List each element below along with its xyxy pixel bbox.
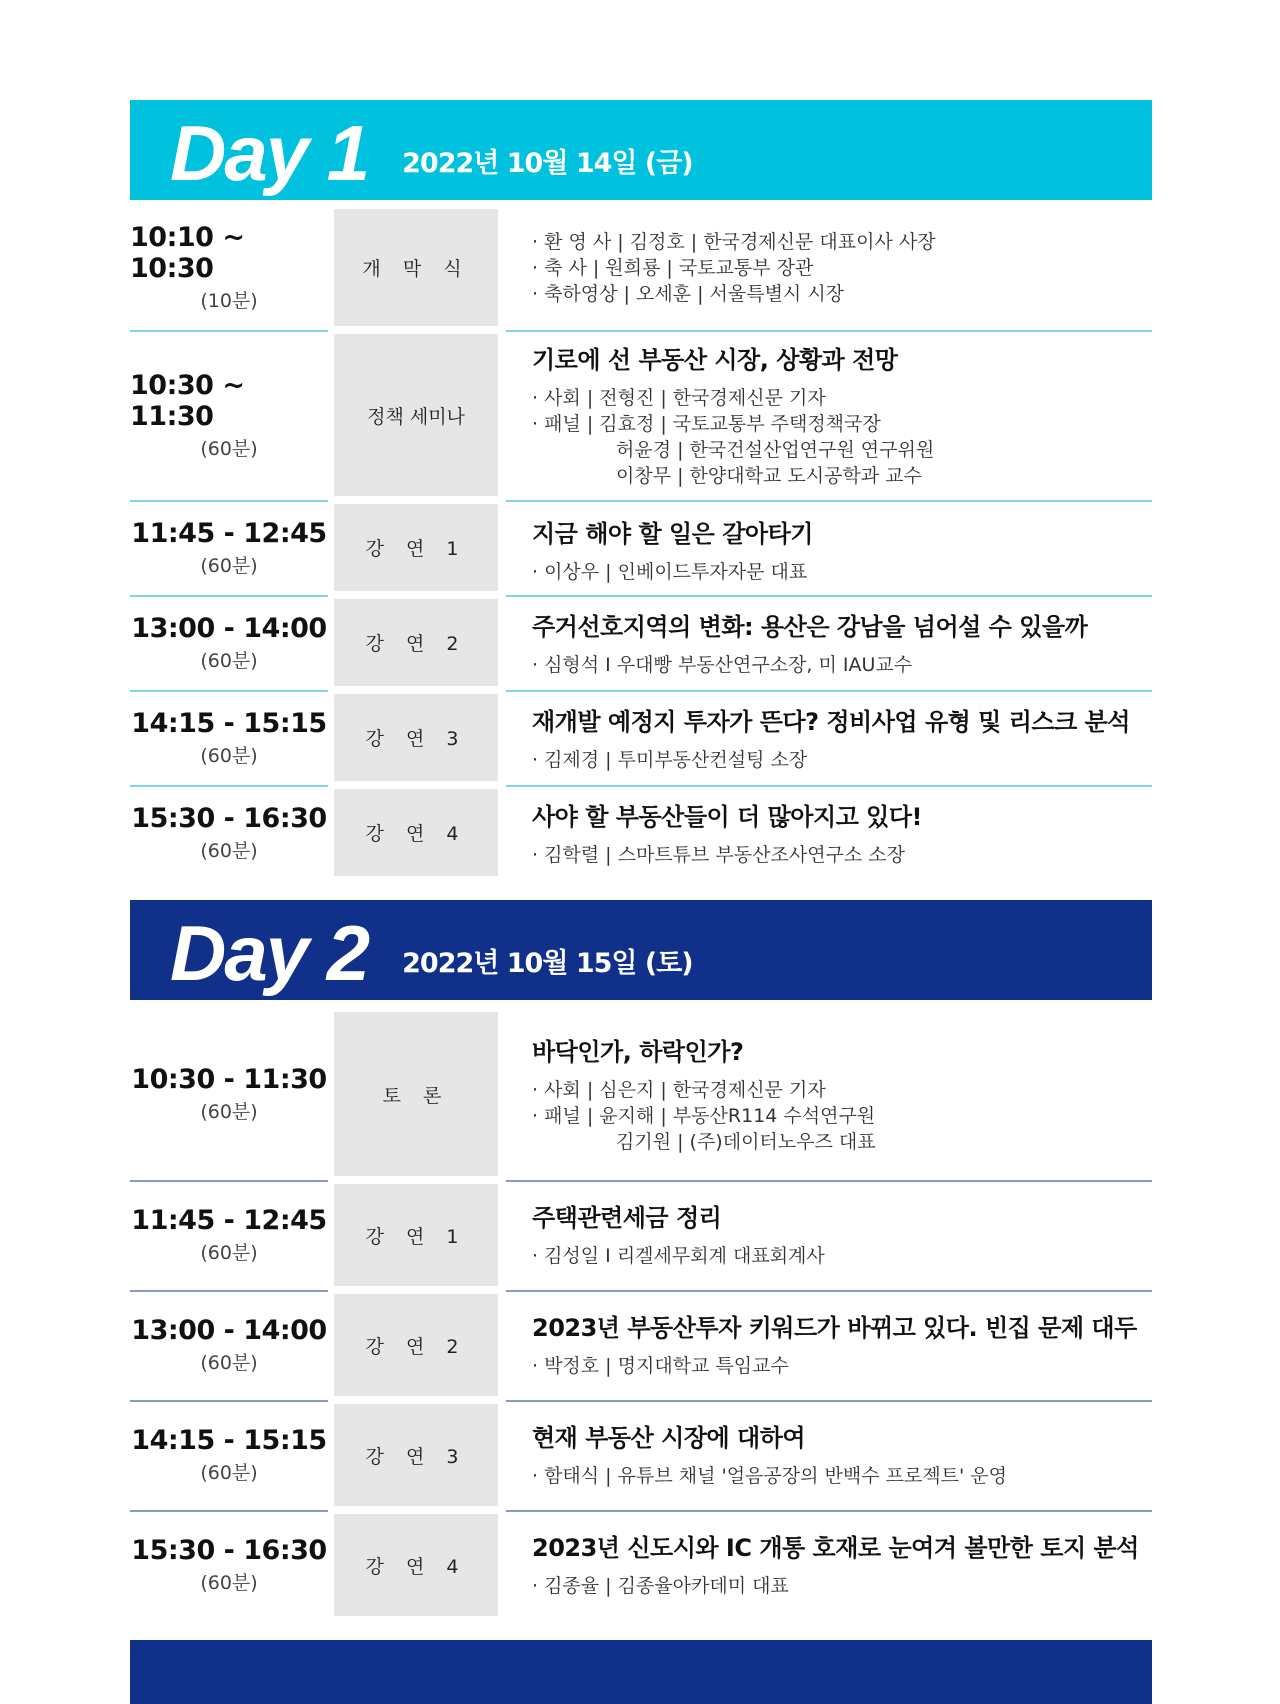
session-type: 강 연 4 xyxy=(334,1514,498,1616)
day1-row-3 xyxy=(130,500,1152,595)
day1-date: 2022년 10월 14일 (금) xyxy=(402,148,693,179)
speaker-line: · 사회 | 전형진 | 한국경제신문 기자 xyxy=(532,387,826,409)
day2-row-5 xyxy=(130,1510,1152,1620)
time-range: 13:00 - 14:00 xyxy=(131,612,327,644)
time-range: 10:30 - 11:30 xyxy=(131,1064,327,1095)
session-title: 재개발 예정지 투자가 뜬다? 정비사업 유형 및 리스크 분석 xyxy=(532,708,1130,736)
speaker-line: · 이상우 | 인베이드투자자문 대표 xyxy=(532,561,808,583)
session-title: 주거선호지역의 변화: 용산은 강남을 넘어설 수 있을까 xyxy=(532,613,1088,641)
speaker-line: 이창무 | 한양대학교 도시공학과 교수 xyxy=(616,465,922,487)
duration: (60분) xyxy=(200,1101,258,1123)
speaker-line: · 박정호 | 명지대학교 특임교수 xyxy=(532,1355,789,1377)
session-content xyxy=(506,205,1152,330)
speaker-line: · 함태식 | 유튜브 채널 '얼음공장의 반백수 프로젝트' 운영 xyxy=(532,1465,1007,1487)
day1-row-6 xyxy=(130,785,1152,880)
session-content xyxy=(506,785,1152,880)
session-content xyxy=(506,1180,1152,1290)
session-title: 사야 할 부동산들이 더 많아지고 있다! xyxy=(532,803,922,831)
session-content xyxy=(506,500,1152,595)
duration: (60분) xyxy=(200,649,258,672)
time-range: 15:30 - 16:30 xyxy=(131,1535,327,1566)
session-content xyxy=(506,595,1152,690)
session-title: 현재 부동산 시장에 대하여 xyxy=(532,1424,806,1452)
time-range: 10:30 ~ 11:30 xyxy=(130,369,245,432)
time-slot xyxy=(130,205,328,330)
speaker-line: · 김학렬 | 스마트튜브 부동산조사연구소 소장 xyxy=(532,844,906,866)
session-content xyxy=(506,690,1152,785)
speaker-line: · 김성일 I 리겔세무회계 대표회계사 xyxy=(532,1245,825,1267)
session-title: 2023년 부동산투자 키워드가 바뀌고 있다. 빈집 문제 대두 xyxy=(532,1314,1137,1342)
session-type: 정책 세미나 xyxy=(334,334,498,496)
day2-row-2 xyxy=(130,1180,1152,1290)
time-slot xyxy=(130,595,328,690)
duration: (60분) xyxy=(200,744,258,767)
speaker-line: · 김종율 | 김종율아카데미 대표 xyxy=(532,1575,789,1597)
time-slot xyxy=(130,785,328,880)
day2-row-3 xyxy=(130,1290,1152,1400)
duration: (60분) xyxy=(200,1572,258,1594)
session-content xyxy=(506,1510,1152,1620)
speaker-line: · 패널 | 김효정 | 국토교통부 주택정책국장 xyxy=(532,413,881,435)
speaker-line: · 심형석 I 우대빵 부동산연구소장, 미 IAU교수 xyxy=(532,654,913,676)
time-range: 15:30 - 16:30 xyxy=(131,802,327,834)
time-range: 13:00 - 14:00 xyxy=(131,1315,327,1346)
day1-header xyxy=(130,100,1152,200)
speaker-line: · 축 사 | 원희룡 | 국토교통부 장관 xyxy=(532,256,814,279)
duration: (60분) xyxy=(200,1242,258,1264)
time-range: 11:45 - 12:45 xyxy=(131,517,327,549)
time-slot xyxy=(130,1008,328,1180)
session-type: 강 연 1 xyxy=(334,1184,498,1286)
day1-row-2 xyxy=(130,330,1152,500)
session-content xyxy=(506,1008,1152,1180)
speaker-line: 김기원 | (주)데이터노우즈 대표 xyxy=(616,1131,876,1153)
time-slot xyxy=(130,500,328,595)
duration: (60분) xyxy=(200,1462,258,1484)
time-slot xyxy=(130,1510,328,1620)
session-title: 지금 해야 할 일은 갈아타기 xyxy=(532,520,813,548)
day1-row-5 xyxy=(130,690,1152,785)
day1-row-1 xyxy=(130,205,1152,330)
session-type: 강 연 2 xyxy=(334,1294,498,1396)
time-range: 14:15 - 15:15 xyxy=(131,707,327,739)
speaker-line: · 사회 | 심은지 | 한국경제신문 기자 xyxy=(532,1079,826,1101)
session-type: 강 연 3 xyxy=(334,694,498,781)
session-title: 바닥인가, 하락인가? xyxy=(532,1038,744,1066)
day1-row-4 xyxy=(130,595,1152,690)
time-range: 11:45 - 12:45 xyxy=(131,1205,327,1236)
speaker-line: 허윤경 | 한국건설산업연구원 연구위원 xyxy=(616,439,935,461)
duration: (60분) xyxy=(200,1352,258,1374)
session-content xyxy=(506,1290,1152,1400)
duration: (10분) xyxy=(200,290,258,312)
session-type: 강 연 1 xyxy=(334,504,498,591)
duration: (60분) xyxy=(200,839,258,862)
duration: (60분) xyxy=(200,437,258,460)
session-type: 강 연 2 xyxy=(334,599,498,686)
day1-title: Day 1 xyxy=(170,109,369,197)
day2-header xyxy=(130,900,1152,1000)
session-type: 강 연 3 xyxy=(334,1404,498,1506)
session-type: 토 론 xyxy=(334,1012,498,1176)
day2-date: 2022년 10월 15일 (토) xyxy=(402,948,693,979)
footer-bar xyxy=(130,1640,1152,1704)
time-slot xyxy=(130,1400,328,1510)
speaker-line: · 김제경 | 투미부동산컨설팅 소장 xyxy=(532,749,808,771)
session-title: 2023년 신도시와 IC 개통 호재로 눈여겨 볼만한 토지 분석 xyxy=(532,1534,1139,1562)
speaker-line: · 환 영 사 | 김정호 | 한국경제신문 대표이사 사장 xyxy=(532,230,936,253)
time-slot xyxy=(130,1180,328,1290)
day2-title: Day 2 xyxy=(170,909,369,997)
time-range: 14:15 - 15:15 xyxy=(131,1425,327,1456)
time-range: 10:10 ~ 10:30 xyxy=(130,222,245,284)
session-content xyxy=(506,1400,1152,1510)
session-type: 강 연 4 xyxy=(334,789,498,876)
session-content xyxy=(506,330,1152,500)
day2-row-4 xyxy=(130,1400,1152,1510)
session-title: 주택관련세금 정리 xyxy=(532,1204,722,1232)
speaker-line: · 패널 | 윤지해 | 부동산R114 수석연구원 xyxy=(532,1105,876,1127)
time-slot xyxy=(130,1290,328,1400)
time-slot xyxy=(130,330,328,500)
duration: (60분) xyxy=(200,554,258,577)
speaker-line: · 축하영상 | 오세훈 | 서울특별시 시장 xyxy=(532,282,845,305)
session-title: 기로에 선 부동산 시장, 상황과 전망 xyxy=(532,346,898,374)
day2-row-1 xyxy=(130,1008,1152,1180)
session-type: 개 막 식 xyxy=(334,209,498,326)
time-slot xyxy=(130,690,328,785)
